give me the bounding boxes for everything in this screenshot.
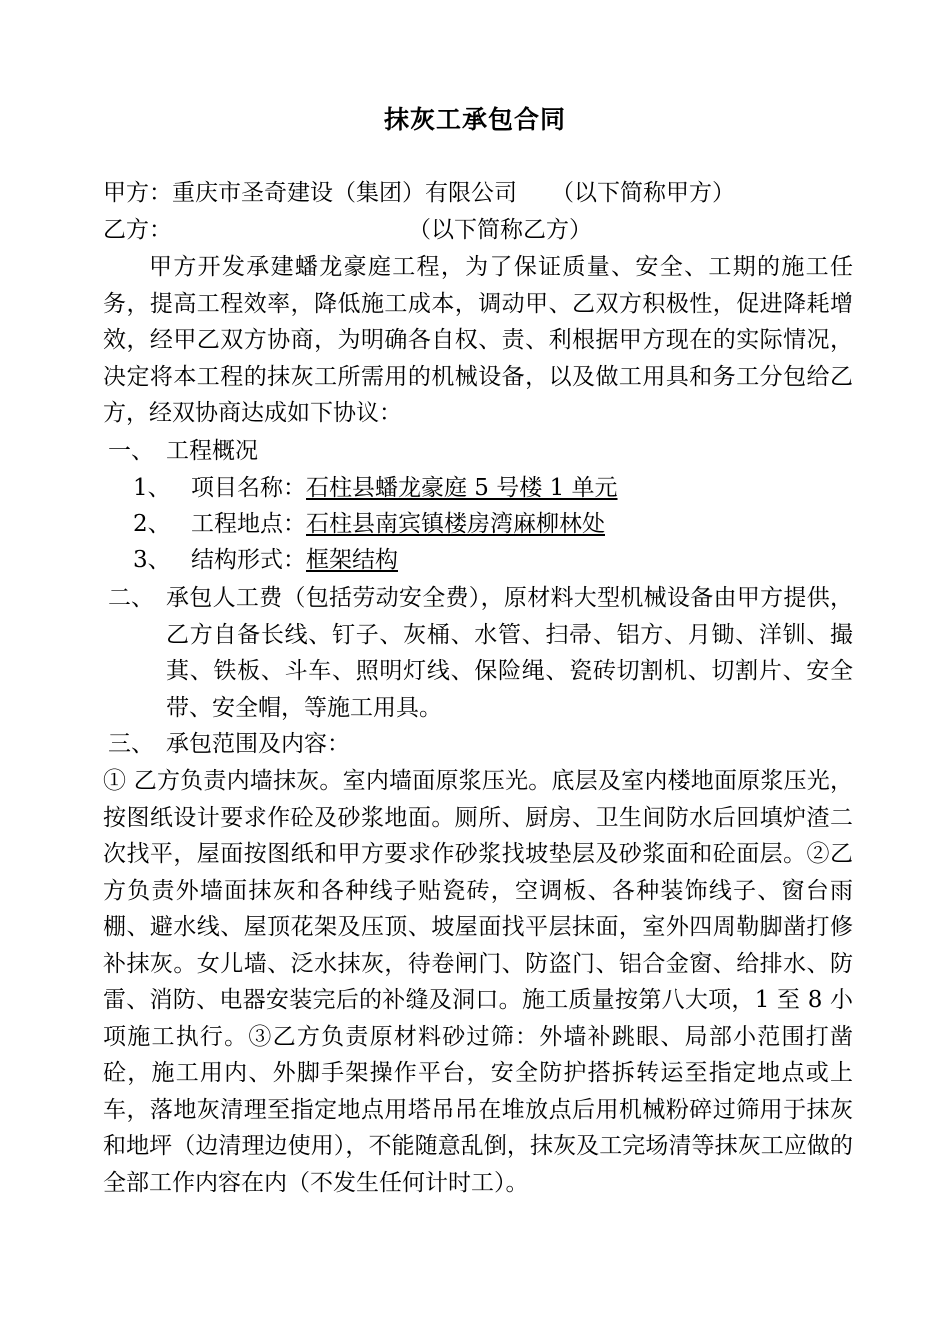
party-b-label: 乙方：	[103, 217, 172, 243]
item-number: 1、	[133, 475, 171, 501]
item-value: 石柱县南宾镇楼房湾麻柳林处	[306, 511, 605, 537]
section1-title: 工程概况	[166, 438, 258, 464]
section2-text: 承包人工费（包括劳动安全费），原材料大型机械设备由甲方提供，乙方自备长线、钉子、灰桶、水管、扫帚、铝方、月锄、洋钏、撮萁、铁板、斗车、照明灯线、保险绳、瓷砖切割机、切割片、安全带、安全帽，等施工用具。	[166, 585, 853, 721]
item-value: 石柱县蟠龙豪庭 5 号楼 1 单元	[306, 475, 618, 501]
section3-title: 承包范围及内容：	[166, 731, 350, 757]
item-number: 2、	[133, 511, 171, 537]
document-title: 抹灰工承包合同	[383, 105, 566, 134]
party-a-note: （以下简称甲方）	[551, 180, 735, 206]
section2-number: 二、	[108, 585, 154, 611]
party-a-name: 重庆市圣奇建设（集团）有限公司	[172, 180, 517, 206]
section1-item-3	[133, 542, 398, 578]
section3-body: ① 乙方负责内墙抹灰。室内墙面原浆压光。底层及室内楼地面原浆压光，按图纸设计要求作砼及砂浆地面。厕所、厨房、卫生间防水后回填炉渣二次找平，屋面按图纸和甲方要求作砂浆找坡垫层及砂浆面和砼面层。②乙方负责外墙面抹灰和各种线子贴瓷砖，空调板、各种装饰线子、窗台雨棚、避水线、屋顶花架及压顶、坡屋面找平层抹面，室外四周勒脚凿打修补抹灰。女儿墙、泛水抹灰，待卷闸门、防盗门、铝合金窗、给排水、防雷、消防、电器安装完后的补缝及洞口。施工质量按第八大项，1 至 8 小项施工执行。③乙方负责原材料砂过筛：外墙补跳眼、局部小范围打凿砼，施工用内、外脚手架操作平台，安全防护搭拆转运至指定地点或上车，落地灰清理至指定地点用塔吊吊在堆放点后用机械粉碎过筛用于抹灰和地坪（边清理边使用），不能随意乱倒，抹灰及工完场清等抹灰工应做的全部工作内容在内（不发生任何计时工）。	[103, 768, 853, 1196]
party-b-note: （以下简称乙方）	[408, 217, 592, 243]
section1-item-2	[133, 506, 605, 542]
section1-item-1	[133, 470, 618, 506]
party-a-label: 甲方：	[103, 180, 172, 206]
section3-number: 三、	[108, 731, 154, 757]
item-label: 项目名称：	[191, 475, 306, 501]
section1-heading	[108, 433, 258, 469]
intro-paragraph: 甲方开发承建蟠龙豪庭工程，为了保证质量、安全、工期的施工任务，提高工程效率，降低施工成本，调动甲、乙双方积极性，促进降耗增效，经甲乙双方协商，为明确各自权、责、利根据甲方现在的实际情况，决定将本工程的抹灰工所需用的机械设备，以及做工用具和务工分包给乙方，经双协商达成如下协议：	[103, 254, 853, 426]
item-label: 结构形式：	[191, 547, 306, 573]
party-a-line	[103, 175, 735, 211]
item-value: 框架结构	[306, 547, 398, 573]
section1-number: 一、	[108, 438, 154, 464]
item-number: 3、	[133, 547, 171, 573]
section3-heading	[108, 726, 350, 762]
party-b-line	[103, 212, 592, 248]
item-label: 工程地点：	[191, 511, 306, 537]
